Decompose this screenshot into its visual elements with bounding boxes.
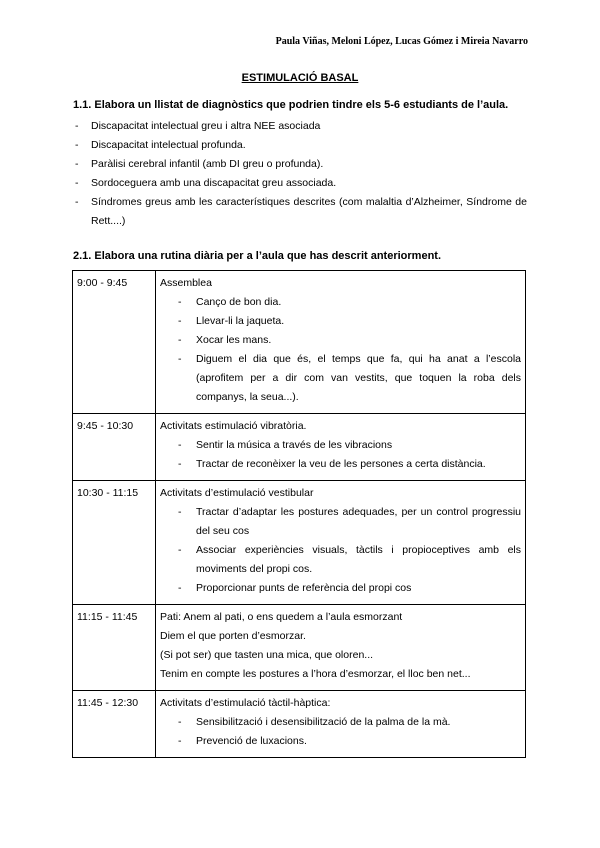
activity-text: Tenim en compte les postures a l’hora d’esmorzar, el lloc ben net... [160,668,471,680]
time-slot: 11:15 - 11:45 [73,605,156,691]
list-item: - Tractar de reconèixer la veu de les persones a certa distància. [176,455,521,474]
activity-title: Activitats d’estimulació vestibular [160,487,314,499]
list-item: - Llevar-li la jaqueta. [176,312,521,331]
list-item: - Proporcionar punts de referència del propi cos [176,579,521,598]
table-row [73,271,526,414]
daily-routine-table [72,270,526,758]
activity-title: Activitats d’estimulació tàctil-hàptica: [160,697,331,709]
table-row [73,691,526,758]
table-row [73,481,526,605]
activity-cell [156,691,526,758]
list-item: - Síndromes greus amb les característiques descrites (com malaltia d’Alzheimer, Síndrome de Rett....) [73,193,527,231]
activity-list [160,503,521,598]
activity-cell [156,271,526,414]
list-item: - Prevenció de luxacions. [176,732,521,751]
document-authors: Paula Viñas, Meloni López, Lucas Gómez i Mireia Navarro [275,36,528,47]
section-2-heading: 2.1. Elabora una rutina diària per a l’aula que has descrit anteriorment. [73,250,442,262]
activity-text: Diem el que porten d’esmorzar. [160,630,306,642]
table-row [73,605,526,691]
time-slot: 11:45 - 12:30 [73,691,156,758]
list-item: - Sensibilització i desensibilització de la palma de la mà. [176,713,521,732]
list-item: - Paràlisi cerebral infantil (amb DI greu o profunda). [73,155,527,174]
list-item: - Discapacitat intelectual greu i altra NEE asociada [73,117,527,136]
section-1-heading: 1.1. Elabora un llistat de diagnòstics que podrien tindre els 5-6 estudiants de l’aula. [73,99,509,111]
activity-title: Assemblea [160,277,212,289]
time-slot: 9:45 - 10:30 [73,414,156,481]
activity-list [160,713,521,751]
list-item: - Tractar d’adaptar les postures adequades, per un control progressiu del seu cos [176,503,521,541]
list-item: - Associar experiències visuals, tàctils i propioceptives amb els moviments del propi cos. [176,541,521,579]
activity-text: (Si pot ser) que tasten una mica, que oloren... [160,649,374,661]
activity-list [160,436,521,474]
activity-cell [156,481,526,605]
activity-list [160,293,521,407]
activity-cell [156,605,526,691]
list-item: - Diguem el dia que és, el temps que fa, qui ha anat a l’escola (aprofitem per a dir com van vestits, que toquen la roba dels companys, la seua...). [176,350,521,407]
diagnosis-list [73,117,527,231]
activity-title: Activitats estimulació vibratòria. [160,420,307,432]
list-item: - Xocar les mans. [176,331,521,350]
time-slot: 10:30 - 11:15 [73,481,156,605]
list-item: - Discapacitat intelectual profunda. [73,136,527,155]
time-slot: 9:00 - 9:45 [73,271,156,414]
activity-cell [156,414,526,481]
list-item: - Sentir la música a través de les vibracions [176,436,521,455]
list-item: - Sordoceguera amb una discapacitat greu associada. [73,174,527,193]
document-title: ESTIMULACIÓ BASAL [241,72,359,84]
list-item: - Canço de bon dia. [176,293,521,312]
activity-text: Pati: Anem al pati, o ens quedem a l’aula esmorzant [160,611,403,623]
table-row [73,414,526,481]
